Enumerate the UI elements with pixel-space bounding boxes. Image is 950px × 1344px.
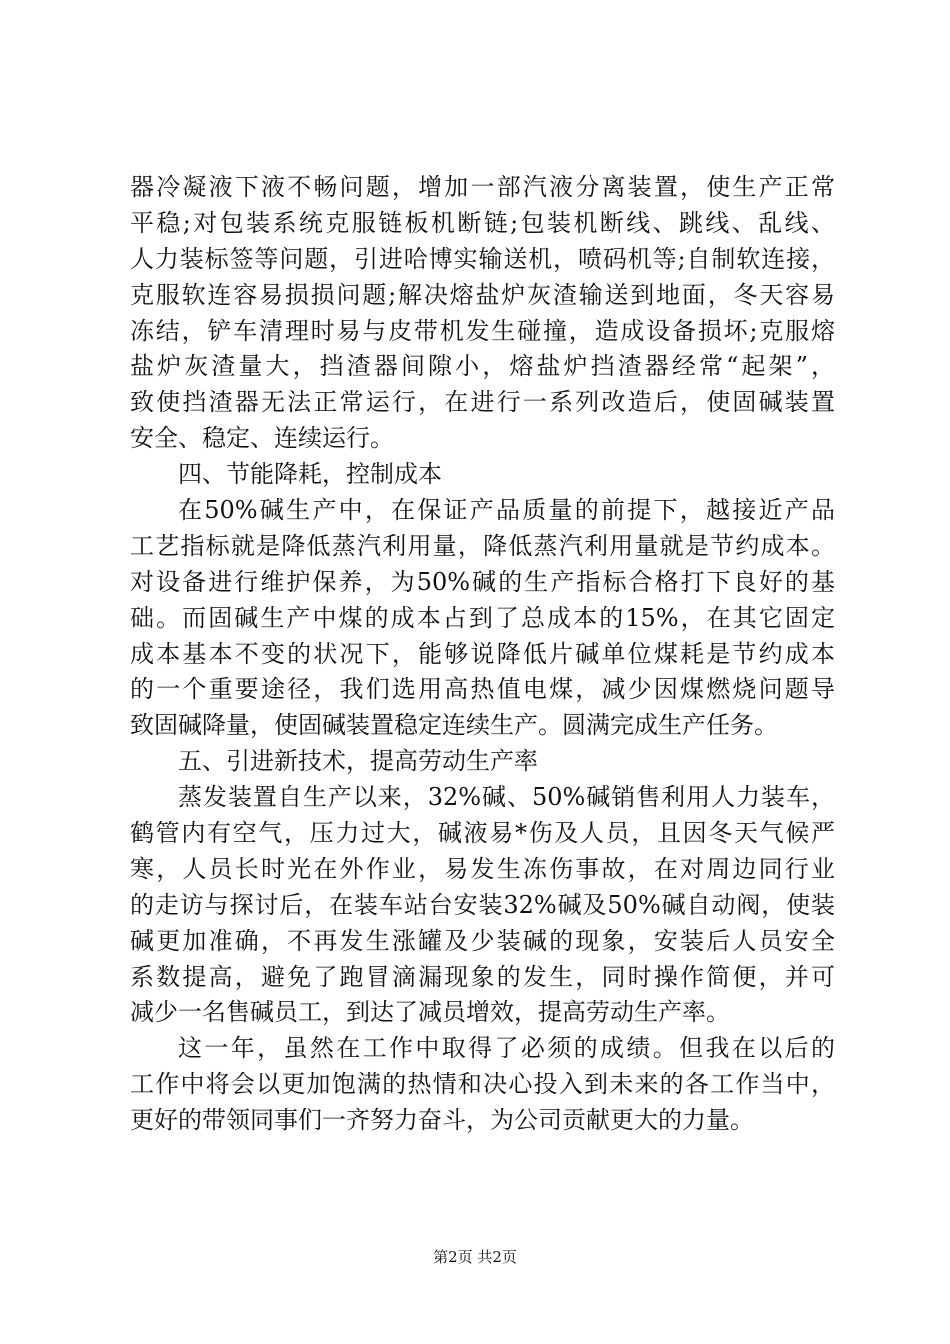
page-number-footer: 第2页 共2页 <box>433 1248 517 1266</box>
text-line: 器冷凝液下液不畅问题，增加一部汽液分离装置，使生产正常 <box>130 173 835 201</box>
section-heading: 四、节能降耗，控制成本 <box>178 460 442 489</box>
text-line: 工艺指标就是降低蒸汽利用量，降低蒸汽利用量就是节约成本。 <box>130 531 835 560</box>
text-line: 更好的带领同事们一齐努力奋斗，为公司贡献更大的力量。 <box>130 1106 754 1135</box>
text-line: 冻结，铲车清理时易与皮带机发生碰撞，造成设备损坏;克服熔 <box>130 316 835 345</box>
text-line: 克服软连容易损损问题;解决熔盐炉灰渣输送到地面，冬天容易 <box>130 280 835 309</box>
text-line: 系数提高，避免了跑冒滴漏现象的发生，同时操作简便，并可 <box>130 962 835 991</box>
text-line: 平稳;对包装系统克服链板机断链;包装机断线、跳线、乱线、 <box>130 208 835 237</box>
text-line: 成本基本不变的状况下，能够说降低片碱单位煤耗是节约成本 <box>130 639 835 668</box>
text-line: 蒸发装置自生产以来，32%碱、50%碱销售利用人力装车， <box>178 783 835 812</box>
text-line: 致使挡渣器无法正常运行，在进行一系列改造后，使固碱装置 <box>130 388 835 417</box>
text-line: 碱更加准确，不再发生涨罐及少装碱的现象，安装后人员安全 <box>130 926 835 955</box>
text-line: 的走访与探讨后，在装车站台安装32%碱及50%碱自动阀，使装 <box>130 890 835 919</box>
text-line: 工作中将会以更加饱满的热情和决心投入到未来的各工作当中， <box>130 1070 835 1099</box>
text-line: 这一年，虽然在工作中取得了必须的成绩。但我在以后的 <box>178 1034 835 1063</box>
text-line: 的一个重要途径，我们选用高热值电煤，减少因煤燃烧问题导 <box>130 675 835 704</box>
text-line: 减少一名售碱员工，到达了减员增效，提高劳动生产率。 <box>130 998 730 1027</box>
text-line: 人力装标签等问题，引进哈博实输送机，喷码机等;自制软连接， <box>130 244 835 273</box>
text-line: 在50%碱生产中，在保证产品质量的前提下，越接近产品 <box>178 496 835 525</box>
text-line: 础。而固碱生产中煤的成本占到了总成本的15%，在其它固定 <box>130 603 835 632</box>
text-line: 鹤管内有空气，压力过大，碱液易*伤及人员，且因冬天气候严 <box>130 819 835 848</box>
text-line: 寒，人员长时光在外作业，易发生冻伤事故，在对周边同行业 <box>130 854 835 883</box>
text-line: 致固碱降量，使固碱装置稳定连续生产。圆满完成生产任务。 <box>130 711 778 740</box>
text-line: 安全、稳定、连续运行。 <box>130 424 394 453</box>
document-body <box>130 170 835 1139</box>
section-heading: 五、引进新技术，提高劳动生产率 <box>178 747 538 776</box>
text-line: 对设备进行维护保养，为50%碱的生产指标合格打下良好的基 <box>130 567 835 596</box>
text-line: 盐炉灰渣量大，挡渣器间隙小，熔盐炉挡渣器经常“起架”， <box>130 352 835 381</box>
